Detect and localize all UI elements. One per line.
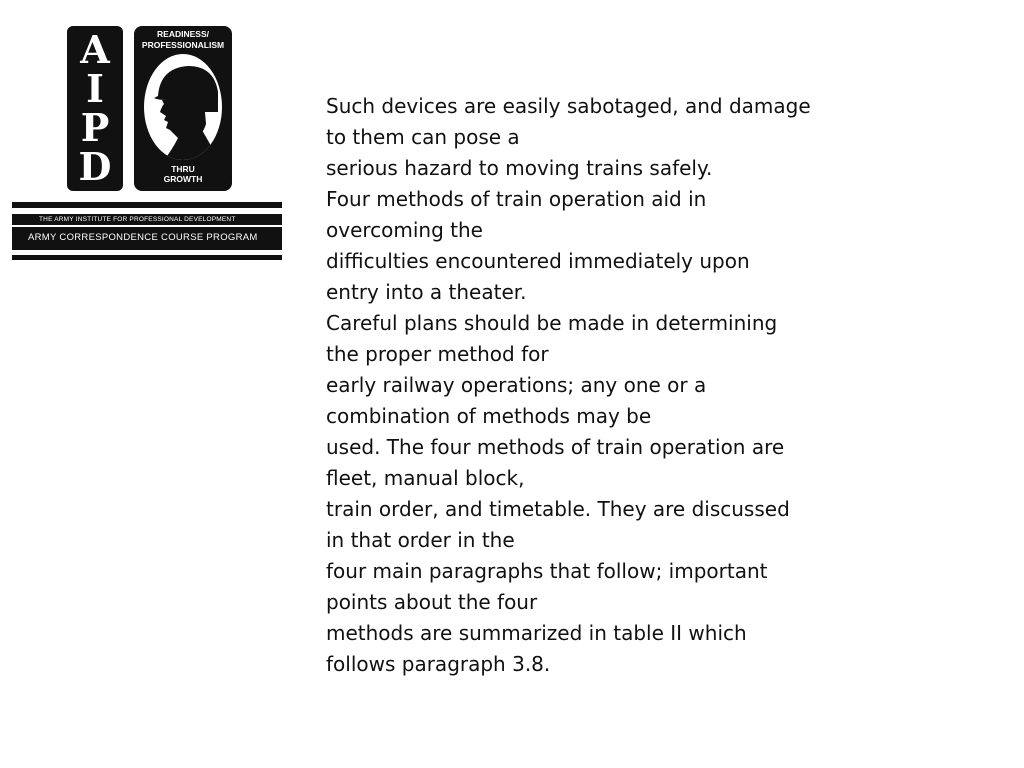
text-line: serious hazard to moving trains safely.: [326, 156, 713, 180]
institute-banner: [12, 214, 282, 250]
text-line: entry into a theater.: [326, 280, 527, 304]
text-line: combination of methods may be: [326, 404, 652, 428]
text-line: the proper method for: [326, 342, 549, 366]
emblem-motto-top: READINESS/ PROFESSIONALISM: [141, 29, 225, 50]
program-name: ARMY CORRESPONDENCE COURSE PROGRAM: [28, 232, 258, 243]
text-line: four main paragraphs that follow; important: [326, 559, 768, 583]
text-line: follows paragraph 3.8.: [326, 652, 551, 676]
text-line: fleet, manual block,: [326, 466, 525, 490]
text-line: points about the four: [326, 590, 538, 614]
aipd-letters-panel: [67, 26, 123, 191]
emblem-motto-bottom: THRU GROWTH: [163, 164, 203, 184]
logo-letter-i: I: [86, 65, 104, 111]
banner-rule-bottom: [12, 255, 282, 260]
text-line: in that order in the: [326, 528, 515, 552]
text-line: Four methods of train operation aid in: [326, 187, 707, 211]
soldier-silhouette-icon: [144, 54, 222, 160]
soldier-emblem: [134, 26, 232, 191]
text-line: train order, and timetable. They are discussed: [326, 497, 790, 521]
banner-divider: [12, 225, 282, 227]
banner-rule-top: [12, 202, 282, 208]
text-line: used. The four methods of train operation are: [326, 435, 785, 459]
text-line: Such devices are easily sabotaged, and damage: [326, 94, 811, 118]
text-line: methods are summarized in table II which: [326, 621, 747, 645]
text-line: difficulties encountered immediately upon: [326, 249, 750, 273]
text-line: Careful plans should be made in determining: [326, 311, 778, 335]
body-paragraph: [326, 91, 826, 680]
text-line: early railway operations; any one or a: [326, 373, 707, 397]
logo-letter-p: P: [80, 105, 110, 151]
aipd-logo: [12, 26, 282, 262]
text-line: to them can pose a: [326, 125, 520, 149]
text-line: overcoming the: [326, 218, 483, 242]
logo-letter-d: D: [78, 144, 112, 190]
institute-name: THE ARMY INSTITUTE FOR PROFESSIONAL DEVELOPMENT: [39, 216, 236, 223]
logo-letter-a: A: [80, 26, 110, 72]
